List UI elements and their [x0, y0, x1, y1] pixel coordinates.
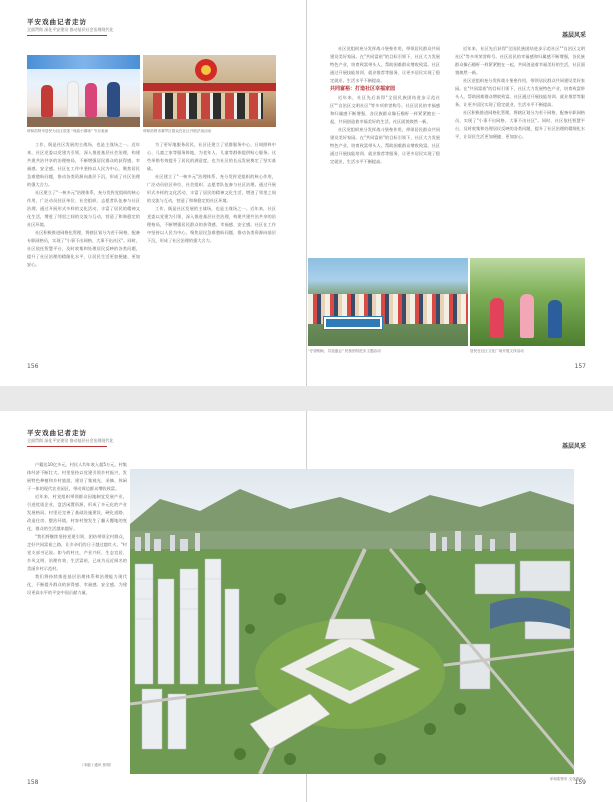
- page-number: 157: [574, 363, 586, 370]
- paragraph: 工作，既是社区发展的主战场，也是主战场之一。近年来，社区党委以党建为引领，深入推进基层社会治理，构建共建共治共享的治理格局，不断增强居民群众的获得感、幸福感、安全感。社区在工作中坚持以人民为中心，聚焦居民急难愁盼问题，推动各类资源向基层下沉，形成了社区治理的强大合力。: [27, 142, 140, 187]
- subheading: 共同富裕：打造社区幸福家园: [330, 86, 396, 92]
- paragraph: 社区党组织充分发挥战斗堡垒作用，带领居民群众共同建设美好家园。在"共同富裕"的目标引领下，社区大力发展特色产业，培育致富带头人，帮助困难群众增收致富。社区通过开展技能培训、就业推荐等服务，让更多居民实现了稳定就业，生活水平不断提高。: [330, 46, 440, 83]
- header-title: 平安戏曲记者走访: [27, 18, 87, 26]
- activity-room-photo: [143, 55, 276, 127]
- aerial-city-photo: [130, 469, 575, 774]
- body-column: [27, 461, 127, 761]
- page-number: 156: [27, 363, 39, 370]
- paragraph: 社区积极推进网格化管理，将辖区划分为若干网格，配备专职网格员，实现了"小事不出网格、大事不出社区"。同时，社区依托智慧平台，及时收集和处理居民反映的各类问题，提升了社区治理的精细化水平，让居民生活更加便捷、更加安心。: [27, 230, 140, 267]
- header-subtitle: 全面贯彻 深化平安建设 推动基层社会治理现代化: [27, 27, 114, 32]
- header-title: 平安戏曲记者走访: [27, 429, 87, 437]
- paragraph: 社区积极推进网格化管理，将辖区划分为若干网格，配备专职网格员，实现了"小事不出网格、大事不出社区"。同时，社区依托智慧平台，及时收集和处理居民反映的各类问题，提升了社区治理的精细化水平，让居民生活更加便捷、更加安心。: [455, 110, 585, 139]
- header-rule: [27, 35, 107, 36]
- paragraph: 社区建立了"一核多元"治理体系，充分发挥党组织的核心作用，广泛动员驻区单位、社会组织、志愿者队伍参与社区治理。通过开展形式多样的文化活动，丰富了居民的精神文化生活，增进了邻里之间的交流与互动，营造了和谐稳定的社区环境。: [147, 174, 276, 203]
- header-subtitle: 全面贯彻 深化平安建设 推动基层社会治理现代化: [27, 438, 114, 443]
- body-column: [147, 141, 276, 361]
- paragraph: 工作，既是社区发展的主战场，也是主战场之一。近年来，社区党委以党建为引领，深入推进基层社会治理，构建共建共治共享的治理格局，不断增强居民群众的获得感、幸福感、安全感。社区在工作中坚持以人民为中心，聚焦居民急难愁盼问题，推动各类资源向基层下沉，形成了社区治理的强大合力。: [147, 206, 276, 243]
- photo-caption: "守望相助，共迎盛会" 民族团结进步主题活动: [308, 349, 381, 353]
- paragraph: 近年来，村党组织带领群众因地制宜发展产业，引进优质企业，盘活闲置资源，形成了多元化的产业发展格局。村里还完善了基础设施建设，硬化道路、改造住房、整治环境，村容村貌发生了翻天覆地的变化，群众的生活越来越好。: [27, 494, 127, 531]
- section-label: 基层风采: [561, 32, 586, 39]
- photo-caption: 呼和浩特市居民为社区讲述 "戏曲小剧场" 节目表演: [27, 129, 109, 133]
- paragraph: 近年来，社区先后获得"全国民族团结进步示范社区""自治区文明社区"等多项荣誉称号。社区居民的幸福感和归属感不断增强，各民族群众像石榴籽一样紧紧抱在一起，共同创造着幸福美好的生活，社区面貌焕然一新。: [330, 95, 440, 124]
- body-column: [455, 45, 585, 255]
- photo-caption: 呼和浩特市赛罕区群众在社区开展法治活动: [143, 129, 212, 133]
- garden-photo: [470, 258, 585, 346]
- paragraph: 社区党组织充分发挥战斗堡垒作用，带领居民群众共同建设美好家园。在"共同富裕"的目标引领下，社区大力发展特色产业，培育致富带头人，帮助困难群众增收致富。社区通过开展技能培训、就业推荐等服务，让更多居民实现了稳定就业，生活水平不断提高。: [455, 78, 585, 107]
- paragraph: 为了更好地服务居民，社区还建立了党群服务中心、日间照料中心、儿童之家等服务阵地，为老年人、儿童等群体提供贴心服务。这些举措有效提升了居民的满意度，也为社区的长远发展奠定了坚实基础。: [147, 142, 276, 171]
- paragraph: "我们将继续坚持党建引领，团结带领全村群众，走好共同富裕之路，让乡亲们的日子越过越红火。"村党支部书记说。如今的村庄，产业兴旺、生态宜居、乡风文明、治理有效、生活富裕，已成为远近闻名的美丽乡村示范村。: [27, 534, 127, 571]
- paragraph: 我们将持续推进基层治理体系和治理能力现代化，不断提升群众的获得感、幸福感、安全感，为建设更高水平的平安中国贡献力量。: [27, 574, 127, 595]
- paragraph: 户籍达10亿多元，村民人均年收入超5万元，村集体经济不断壮大。村里坚持以党建引领乡村振兴，发展特色种植和乡村旅游，建设了集观光、采摘、休闲于一体的现代农业园区，带动周边群众增收致富。: [27, 462, 127, 491]
- aerial-illustration: [130, 469, 575, 774]
- page-number: 159: [574, 779, 586, 786]
- running-header: [27, 17, 114, 36]
- header-rule: [27, 446, 107, 447]
- paragraph: 社区建立了"一核多元"治理体系，充分发挥党组织的核心作用，广泛动员驻区单位、社会组织、志愿者队伍参与社区治理。通过开展形式多样的文化活动，丰富了居民的精神文化生活，增进了邻里之间的交流与互动，营造了和谐稳定的社区环境。: [27, 190, 140, 227]
- section-label: 基层风采: [561, 443, 586, 450]
- body-column: [27, 141, 140, 361]
- page-number: 158: [27, 779, 39, 786]
- magazine-spread-top: [0, 0, 613, 386]
- running-header: [27, 428, 114, 447]
- magazine-spread-bottom: [0, 411, 613, 802]
- performance-photo: [27, 55, 140, 127]
- photo-caption: 居民在社区文化广场开展文体活动: [470, 349, 524, 353]
- group-photo: [308, 258, 468, 346]
- page-gutter: [306, 0, 307, 386]
- body-column: [330, 45, 440, 255]
- paragraph: 社区党组织充分发挥战斗堡垒作用，带领居民群众共同建设美好家园。在"共同富裕"的目标引领下，社区大力发展特色产业，培育致富带头人，帮助困难群众增收致富。社区通过开展技能培训、就业推荐等服务，让更多居民实现了稳定就业，生活水平不断提高。: [330, 127, 440, 164]
- photo-caption: 呼和浩特市 文化惠民: [549, 777, 583, 781]
- byline: （本版 / 通讯 张明）: [80, 763, 114, 767]
- paragraph: 近年来，社区先后获得"全国民族团结进步示范社区""自治区文明社区"等多项荣誉称号。社区居民的幸福感和归属感不断增强，各民族群众像石榴籽一样紧紧抱在一起，共同创造着幸福美好的生活，社区面貌焕然一新。: [455, 46, 585, 75]
